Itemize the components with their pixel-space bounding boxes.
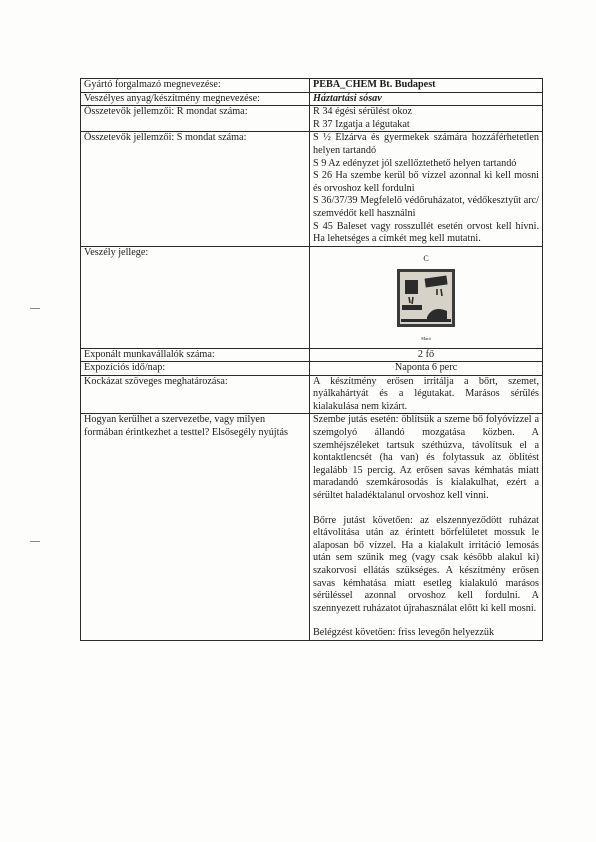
hazard-letter: C (423, 253, 429, 263)
exposure-time-value: Naponta 6 perc (310, 362, 543, 376)
table-row (81, 106, 543, 132)
s-phrase: S 26 Ha szembe kerül bő vízzel azonnal ki kell mosni és orvoshoz kell fordulni (313, 170, 539, 194)
table-row (81, 92, 543, 106)
corrosive-icon (397, 269, 455, 327)
scan-mark (30, 541, 40, 542)
exposed-value: 2 fő (310, 348, 543, 362)
r-phrase: R 37 Izgatja a légutakat (313, 118, 410, 130)
safety-data-table (80, 78, 543, 641)
material-value: Háztartási sósav (310, 92, 543, 106)
table-row (81, 246, 543, 348)
table-row (81, 362, 543, 376)
manufacturer-label: Gyártó forgalmazó megnevezése: (81, 79, 310, 93)
s-phrase: S 9 Az edényzet jól szellőztethető helyen tartandó (313, 157, 517, 169)
scan-mark (30, 308, 40, 309)
exposed-label: Exponált munkavállalók száma: (81, 348, 310, 362)
s-phrase: S 45 Baleset vagy rosszullét esetén orvost kell hívni. Ha lehetséges a címkét meg kell mutatni. (313, 220, 539, 245)
r-phrase: R 34 égési sérülést okoz (313, 106, 413, 118)
risk-value: A készítmény erősen irritálja a bőrt, szemet, nyálkahártyát és a légutakat. Marásos sérülés kialakulása nem kizárt. (310, 375, 543, 414)
s-phrase: S 36/37/39 Megfelelő védőruházatot, védőkesztyűt arc/ szemvédőt kell használni (313, 195, 539, 219)
hazard-cell (310, 246, 543, 348)
material-label: Veszélyes anyag/készítmény megnevezése: (81, 92, 310, 106)
hazard-label: Veszély jellege: (81, 246, 310, 348)
table-row (81, 414, 543, 641)
s-phrases-label: Összetevők jellemzői: S mondat száma: (81, 132, 310, 246)
manufacturer-value: PEBA_CHEM Bt. Budapest (310, 79, 543, 93)
skin-contact-text: Bőrre jutást követően: az elszennyeződött ruházat eltávolítása után az érintett bőrfelületet mossuk le alaposan bő vízzel. Ha a kialakult irritáció lemosás után sem szűnik meg (vagy csak később alakul ki) szakorvosi ellátás szükséges. A készítmény erősen savas kémhatása miatt esetleg kialakuló marásos sérüléssel azonnal orvoshoz kell fordulni. A szennyezett ruházatot újrahasználat előtt ki kell mosni. (313, 514, 539, 614)
r-phrases-cell (310, 106, 543, 132)
table-row (81, 375, 543, 414)
table-row (81, 132, 543, 246)
exposure-time-label: Expozíciós idő/nap: (81, 362, 310, 376)
risk-label: Kockázat szöveges meghatározása: (81, 375, 310, 414)
table-row (81, 348, 543, 362)
s-phrases-cell (310, 132, 543, 246)
first-aid-cell (310, 414, 543, 641)
table-row (81, 79, 543, 93)
inhalation-text: Belégzést követően: friss levegőn helyezzük (313, 627, 495, 639)
r-phrases-label: Összetevők jellemzői: R mondat száma: (81, 106, 310, 132)
hazard-pictogram (313, 247, 539, 348)
eye-contact-text: Szembe jutás esetén: öblítsük a szeme bő folyóvízzel a szemgolyó állandó mozgatása közben. A szemhéjszéleket tartsuk széthúzva, távolítsuk el a kontaktlencsét (ha van) és folytassuk az öblítést legalább 15 percig. Az erősen savas kémhatás miatt maradandó szemkárosodás is kialakulhat, ezért a sérültet haladéktalanul orvoshoz kell vinni. (313, 414, 539, 502)
first-aid-label: Hogyan kerülhet a szervezetbe, vagy milyen formában érintkezhet a testtel? Elsősegély nyújtás (81, 414, 310, 641)
s-phrase: S ½ Elzárva és gyermekek számára hozzáférhetetlen helyen tartandó (313, 132, 539, 156)
hazard-caption: Maró (421, 335, 431, 341)
